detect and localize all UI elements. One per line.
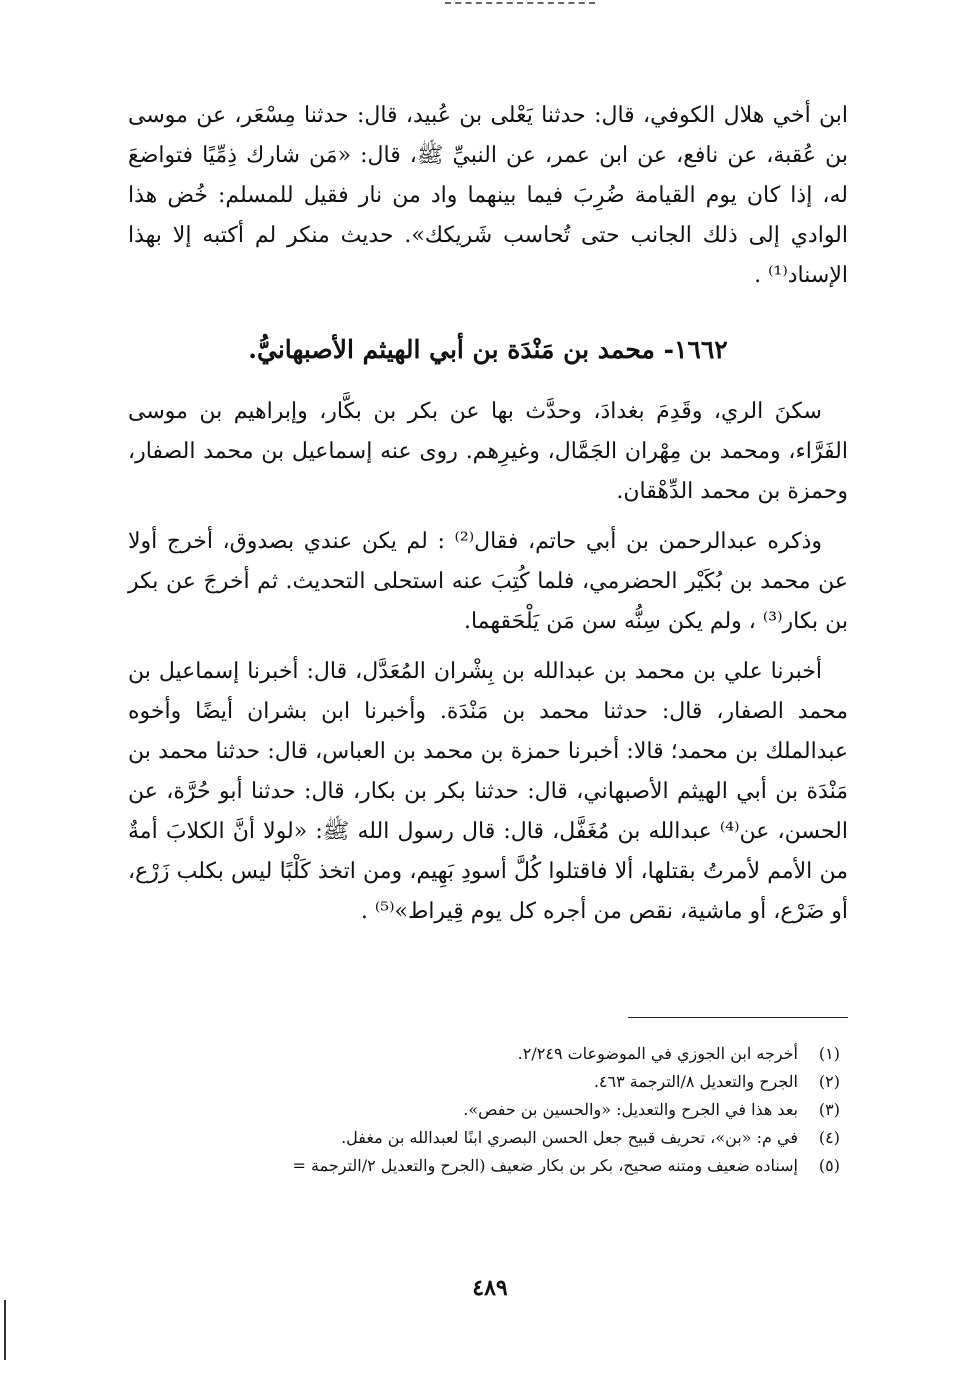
footnote [128,1068,840,1096]
footnote-number: (٣) [818,1100,840,1119]
footnote-text: أخرجه ابن الجوزي في الموضوعات ٢/٢٤٩. [517,1044,798,1063]
footnote-text: بعد هذا في الجرح والتعديل: «والحسين بن حفص». [463,1100,798,1119]
footnote [128,1040,840,1068]
entry-heading: ١٦٦٢- محمد بن مَنْدَة بن أبي الهيثم الأصبهانيُّ. [248,335,728,364]
footnote-text: في م: «بن»، تحريف قبيح جعل الحسن البصري ابنًا لعبدالله بن مغفل. [341,1128,798,1147]
paragraph-biography: سكنَ الري، وقَدِمَ بغدادَ، وحدَّث بها عن بكر بن بكَّار، وإبراهيم بن موسى الفَرَّاء، ومحمد بن مِهْران الجَمَّال، وغيرِهم. روى عنه إسماعيل بن محمد الصفار، وحمزة بن محمد الدِّهْقان. [128,399,848,504]
paragraph-hadith: ابن أخي هلال الكوفي، قال: حدثنا يَعْلى بن عُبيد، قال: حدثنا مِسْعَر، عن موسى بن عُقبة، عن نافع، عن ابن عمر، عن النبيِّ ﷺ، قال: «مَن شارك ذِمِّيًا فتواضعَ له، إذا كان يوم القيامة ضُرِبَ فيما بينهما واد من نار فقيل للمسلم: خُض هذا الوادي إلى ذلك الجانب حتى تُحاسب شَريكك». حديث منكر لم أكتبه إلا بهذا الإسناد⁽¹⁾ . [128,103,848,288]
footnote [128,1124,840,1152]
paragraph-isnad: أخبرنا علي بن محمد بن عبدالله بن بِشْران المُعَدَّل، قال: أخبرنا إسماعيل بن محمد الصفار، قال: حدثنا محمد بن مَنْدَة. وأخبرنا ابن بشران أيضًا وأخوه عبدالملك بن محمد؛ قالا: أخبرنا حمزة بن محمد بن العباس، قال: حدثنا محمد بن مَنْدَة بن أبي الهيثم الأصبهاني، قال: حدثنا بكر بن بكار، قال: حدثنا أبو حُرَّة، عن الحسن، عن⁽⁴⁾ عبدالله بن مُغَفَّل، قال: قال رسول الله ﷺ: «لولا أنَّ الكلابَ أمةٌ من الأمم لأمرتُ بقتلها، ألا فاقتلوا كُلَّ أسودِ بَهِيم، ومن اتخذ كَلْبًا ليس بكلب زَرْع، أو ضَرْع، أو ماشية، نقص من أجره كل يوم قِيراط»⁽⁵⁾ . [128,659,848,924]
text-block-entry [128,392,848,942]
footnote-text: الجرح والتعديل ٨/الترجمة ٤٦٣. [593,1072,798,1091]
page-number: ٤٨٩ [472,1275,508,1301]
left-edge-mark [4,1300,6,1360]
footnote-text: إسناده ضعيف ومتنه صحيح، بكر بن بكار ضعيف (الجرح والتعديل ٢/الترجمة = [292,1156,798,1175]
footnote-rule [628,1017,848,1018]
top-scan-mark [445,2,595,6]
footnote-number: (١) [818,1044,840,1063]
footnotes [128,1040,840,1180]
footnote [128,1096,840,1124]
paragraph-ibn-abi-hatim: وذكره عبدالرحمن بن أبي حاتم، فقال⁽²⁾ : لم يكن عندي بصدوق، أخرج أولا عن محمد بن بُكَيْر الحضرمي، فلما كُتِبَ عنه استحلى التحديث. ثم أخرجَ عن بكر بن بكار⁽³⁾ ، ولم يكن سِنُّه سن مَن يَلْحَقهما. [128,529,848,634]
footnote-number: (٢) [818,1072,840,1091]
footnote-number: (٤) [818,1128,840,1147]
footnote [128,1152,840,1180]
footnote-number: (٥) [818,1156,840,1175]
text-block-top [128,96,848,306]
